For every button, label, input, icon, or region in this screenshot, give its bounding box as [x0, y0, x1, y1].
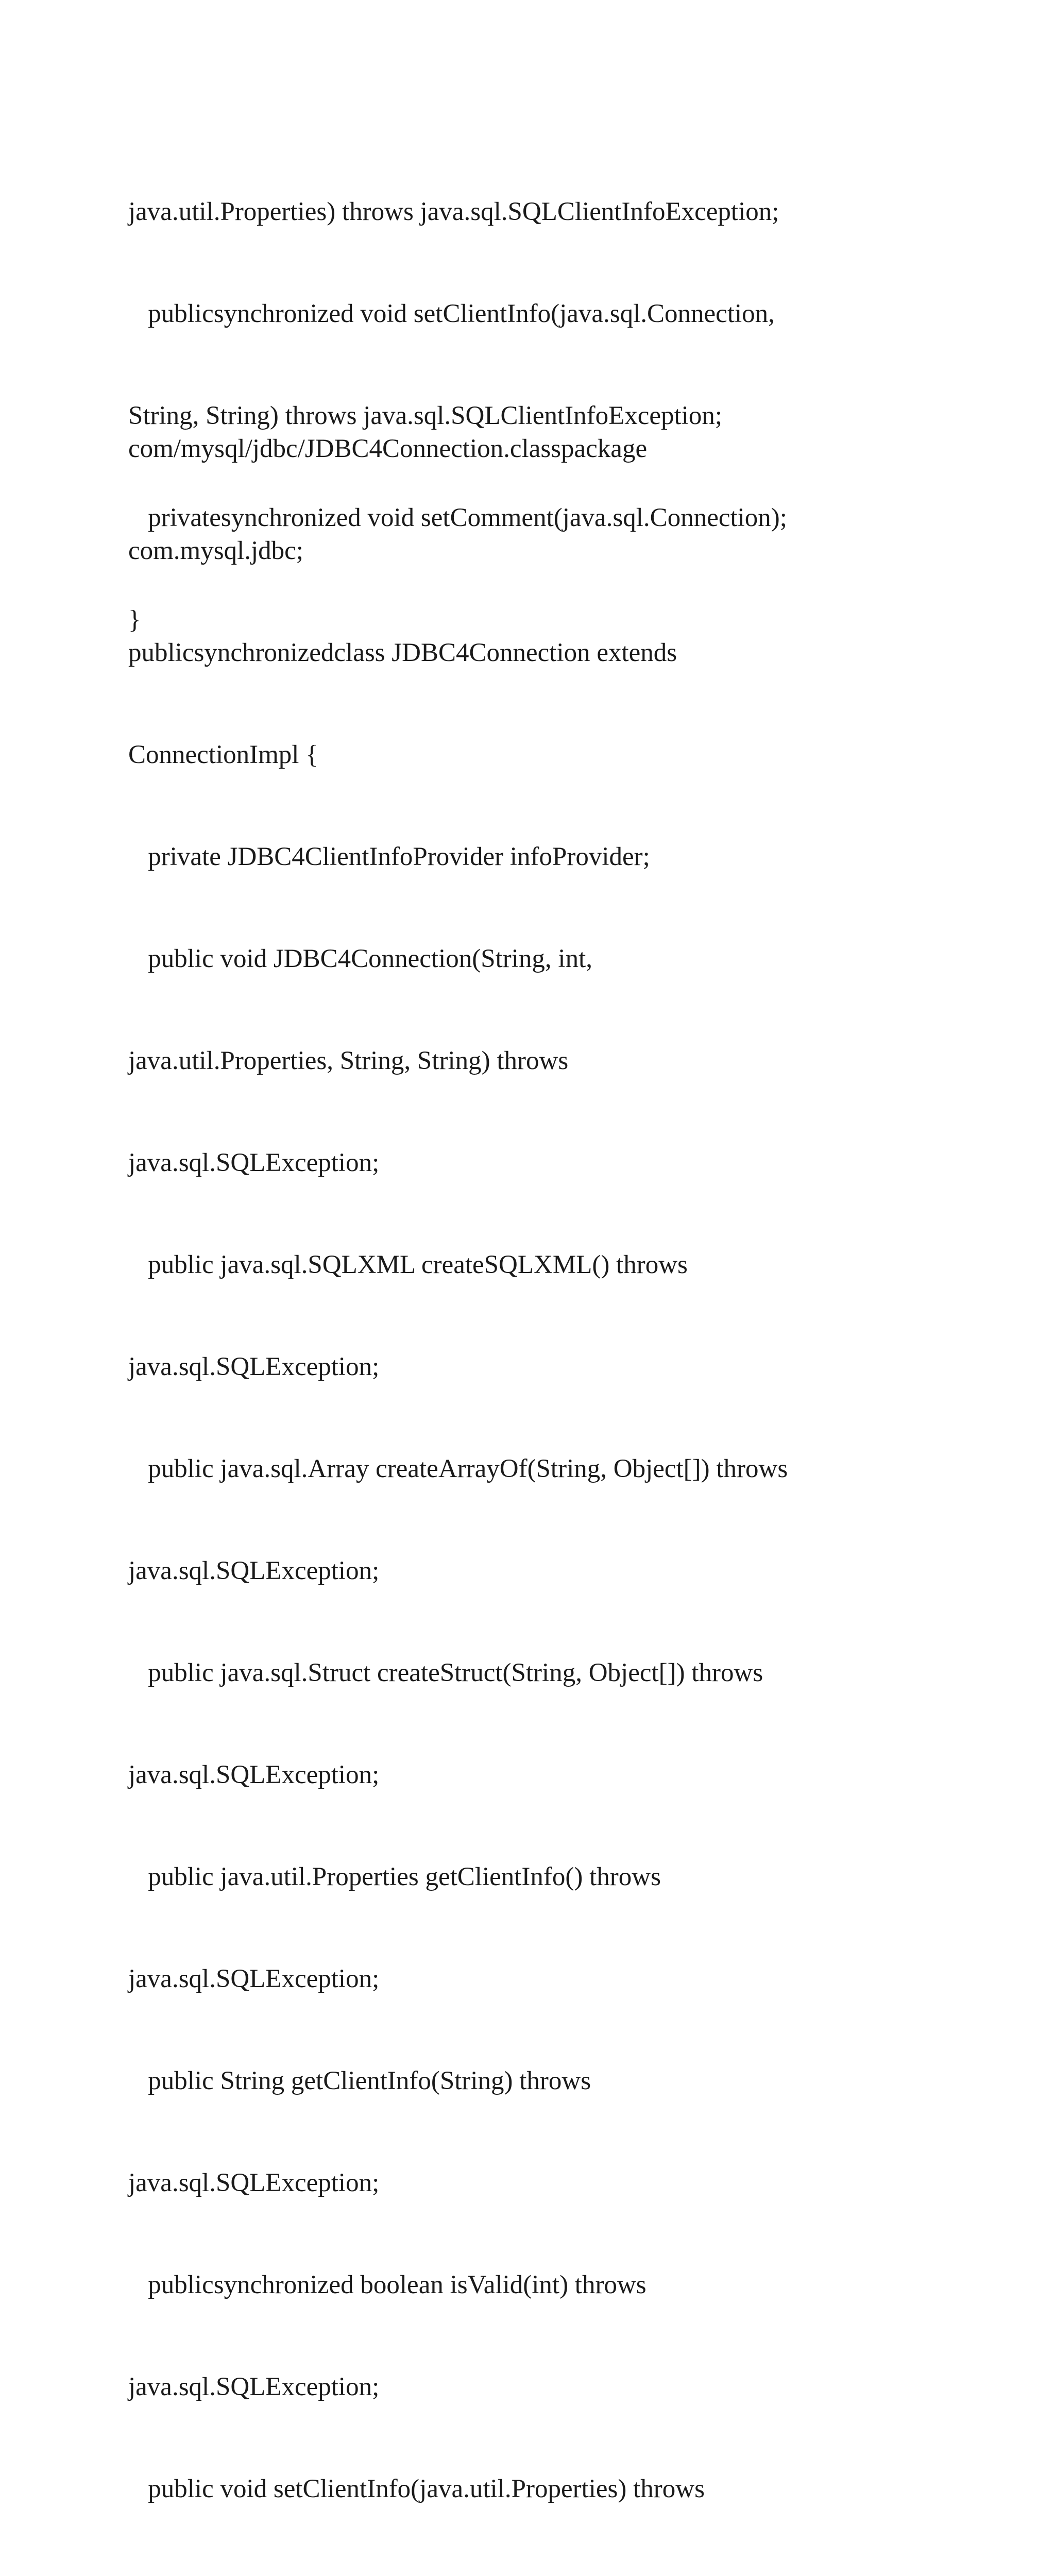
code-line: java.sql.SQLException; — [128, 2372, 380, 2401]
code-line: public java.sql.Struct createStruct(String, Object[]) throws — [128, 1658, 763, 1687]
code-line: java.sql.SQLException; — [128, 1148, 380, 1177]
code-line: java.sql.SQLException; — [128, 1760, 380, 1789]
code-line: java.sql.SQLException; — [128, 1352, 380, 1381]
code-line: com.mysql.jdbc; — [128, 536, 303, 565]
code-line: public String getClientInfo(String) throws — [128, 2066, 591, 2095]
code-line: publicsynchronizedclass JDBC4Connection extends — [128, 638, 677, 667]
code-line: public void setClientInfo(java.util.Properties) throws — [128, 2475, 705, 2503]
code-line: public void JDBC4Connection(String, int, — [128, 944, 592, 973]
code-line: java.sql.SQLException; — [128, 2168, 380, 2197]
code-line: private JDBC4ClientInfoProvider infoProvider; — [128, 842, 650, 871]
code-line: java.util.Properties) throws java.sql.SQLClientInfoException; — [128, 197, 779, 226]
code-block-jdbc4connection — [128, 364, 963, 2576]
code-line: java.sql.SQLException; — [128, 1964, 380, 1993]
code-line: publicsynchronized boolean isValid(int) throws — [128, 2270, 646, 2299]
code-line: public java.sql.SQLXML createSQLXML() throws — [128, 1250, 688, 1279]
code-line: com/mysql/jdbc/JDBC4Connection.classpackage — [128, 434, 648, 463]
code-line — [128, 2574, 963, 2576]
code-line: String, String) throws java.sql.SQLClientInfoException; — [128, 401, 723, 430]
code-line: public java.util.Properties getClientInfo() throws — [128, 1862, 661, 1891]
code-line: publicsynchronized void setClientInfo(java.sql.Connection, — [128, 299, 775, 328]
code-line: privatesynchronized void setComment(java.sql.Connection); — [128, 503, 787, 532]
code-line: ConnectionImpl { — [128, 740, 318, 769]
code-line: public java.sql.Array createArrayOf(String, Object[]) throws — [128, 1454, 788, 1483]
code-line: } — [128, 605, 141, 634]
code-line: java.util.Properties, String, String) throws — [128, 1046, 569, 1075]
code-line: java.sql.SQLException; — [128, 1556, 380, 1585]
